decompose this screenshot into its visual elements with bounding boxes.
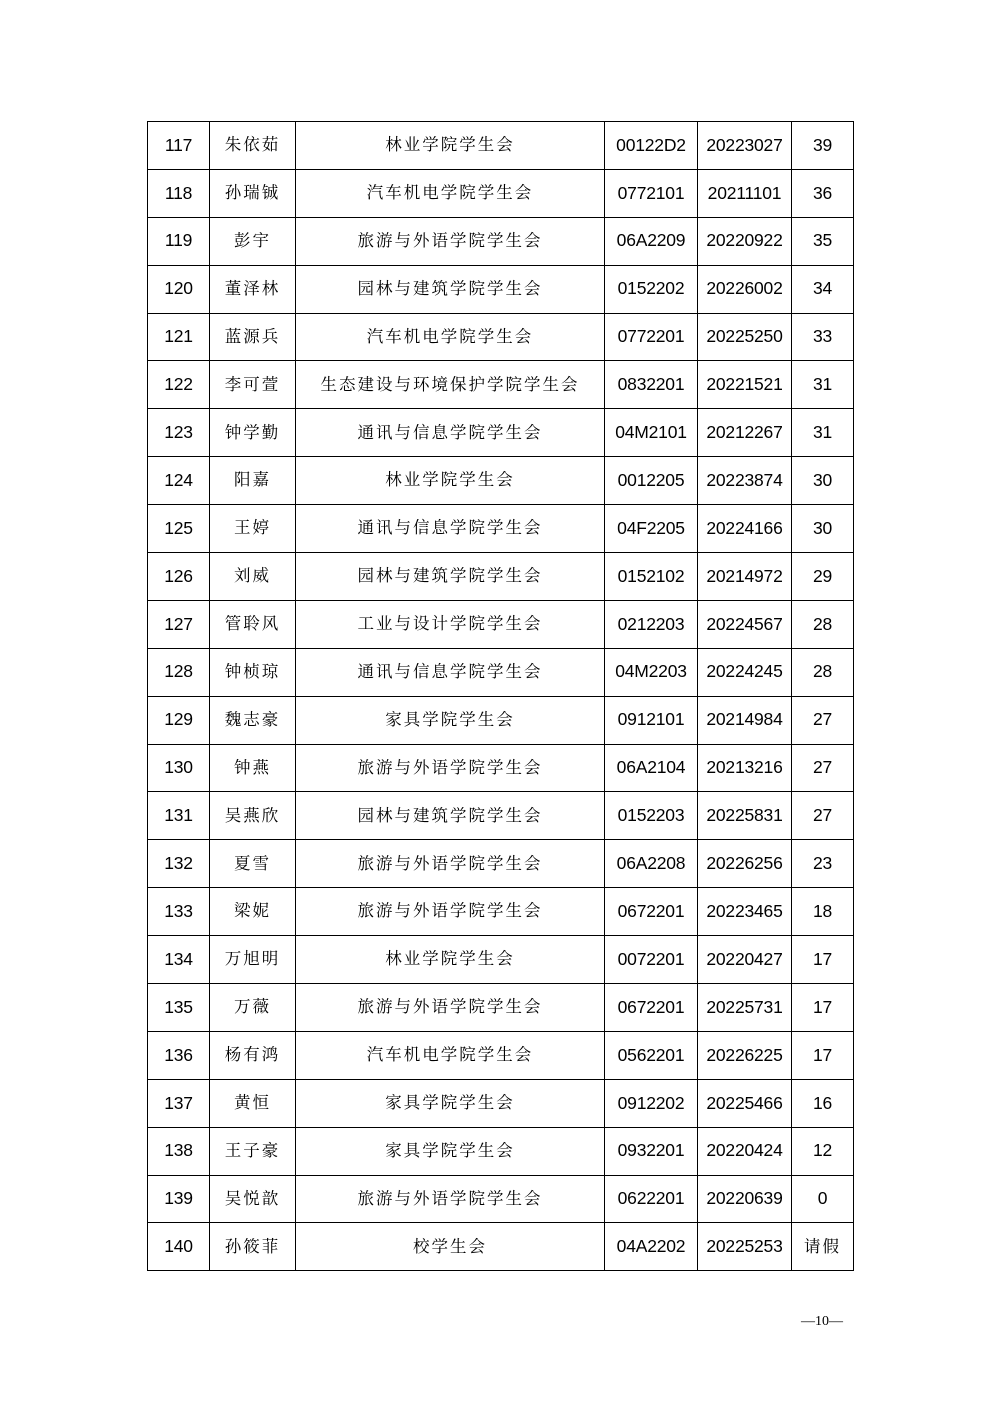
student-id-cell: 20226002 bbox=[698, 265, 792, 313]
class-code-cell: 04A2202 bbox=[605, 1223, 698, 1271]
name-cell: 梁妮 bbox=[210, 888, 296, 936]
student-id-cell: 20225466 bbox=[698, 1079, 792, 1127]
class-code-cell: 0832201 bbox=[605, 361, 698, 409]
name-cell: 阳嘉 bbox=[210, 457, 296, 505]
class-code-cell: 06A2208 bbox=[605, 840, 698, 888]
class-code-cell: 0012205 bbox=[605, 457, 698, 505]
student-id-cell: 20220922 bbox=[698, 217, 792, 265]
name-cell: 董泽林 bbox=[210, 265, 296, 313]
score-cell: 28 bbox=[792, 600, 854, 648]
row-number-cell: 138 bbox=[148, 1127, 210, 1175]
student-id-cell: 20221521 bbox=[698, 361, 792, 409]
table-row bbox=[148, 648, 854, 696]
student-id-cell: 20223465 bbox=[698, 888, 792, 936]
score-cell: 27 bbox=[792, 792, 854, 840]
name-cell: 彭宇 bbox=[210, 217, 296, 265]
name-cell: 万薇 bbox=[210, 984, 296, 1032]
class-code-cell: 0772101 bbox=[605, 169, 698, 217]
class-code-cell: 0772201 bbox=[605, 313, 698, 361]
class-code-cell: 06A2104 bbox=[605, 744, 698, 792]
table-row bbox=[148, 1223, 854, 1271]
unit-cell: 通讯与信息学院学生会 bbox=[296, 505, 605, 553]
student-id-cell: 20226225 bbox=[698, 1031, 792, 1079]
unit-cell: 工业与设计学院学生会 bbox=[296, 600, 605, 648]
student-id-cell: 20225253 bbox=[698, 1223, 792, 1271]
name-cell: 夏雪 bbox=[210, 840, 296, 888]
score-cell: 35 bbox=[792, 217, 854, 265]
student-id-cell: 20214972 bbox=[698, 553, 792, 601]
unit-cell: 家具学院学生会 bbox=[296, 696, 605, 744]
class-code-cell: 0152203 bbox=[605, 792, 698, 840]
unit-cell: 家具学院学生会 bbox=[296, 1127, 605, 1175]
name-cell: 蓝源兵 bbox=[210, 313, 296, 361]
row-number-cell: 123 bbox=[148, 409, 210, 457]
row-number-cell: 140 bbox=[148, 1223, 210, 1271]
class-code-cell: 0152202 bbox=[605, 265, 698, 313]
name-cell: 刘威 bbox=[210, 553, 296, 601]
score-cell: 27 bbox=[792, 696, 854, 744]
row-number-cell: 139 bbox=[148, 1175, 210, 1223]
unit-cell: 园林与建筑学院学生会 bbox=[296, 553, 605, 601]
unit-cell: 通讯与信息学院学生会 bbox=[296, 648, 605, 696]
table-row bbox=[148, 840, 854, 888]
score-cell: 请假 bbox=[792, 1223, 854, 1271]
name-cell: 钟学勤 bbox=[210, 409, 296, 457]
unit-cell: 汽车机电学院学生会 bbox=[296, 313, 605, 361]
row-number-cell: 129 bbox=[148, 696, 210, 744]
student-id-cell: 20223874 bbox=[698, 457, 792, 505]
name-cell: 吴燕欣 bbox=[210, 792, 296, 840]
score-cell: 31 bbox=[792, 409, 854, 457]
student-id-cell: 20220424 bbox=[698, 1127, 792, 1175]
name-cell: 孙筱菲 bbox=[210, 1223, 296, 1271]
row-number-cell: 126 bbox=[148, 553, 210, 601]
unit-cell: 家具学院学生会 bbox=[296, 1079, 605, 1127]
name-cell: 吴悦歆 bbox=[210, 1175, 296, 1223]
row-number-cell: 120 bbox=[148, 265, 210, 313]
student-id-cell: 20211101 bbox=[698, 169, 792, 217]
row-number-cell: 125 bbox=[148, 505, 210, 553]
score-cell: 30 bbox=[792, 505, 854, 553]
row-number-cell: 119 bbox=[148, 217, 210, 265]
page-number: —10— bbox=[801, 1314, 843, 1329]
table-row bbox=[148, 1175, 854, 1223]
table-row bbox=[148, 696, 854, 744]
unit-cell: 旅游与外语学院学生会 bbox=[296, 840, 605, 888]
unit-cell: 旅游与外语学院学生会 bbox=[296, 744, 605, 792]
name-cell: 朱依茹 bbox=[210, 122, 296, 170]
unit-cell: 旅游与外语学院学生会 bbox=[296, 888, 605, 936]
row-number-cell: 121 bbox=[148, 313, 210, 361]
student-id-cell: 20226256 bbox=[698, 840, 792, 888]
table-row bbox=[148, 936, 854, 984]
score-cell: 39 bbox=[792, 122, 854, 170]
class-code-cell: 0672201 bbox=[605, 984, 698, 1032]
unit-cell: 汽车机电学院学生会 bbox=[296, 169, 605, 217]
score-cell: 23 bbox=[792, 840, 854, 888]
table-row bbox=[148, 313, 854, 361]
score-cell: 36 bbox=[792, 169, 854, 217]
name-cell: 孙瑞铖 bbox=[210, 169, 296, 217]
score-cell: 28 bbox=[792, 648, 854, 696]
table-row bbox=[148, 409, 854, 457]
name-cell: 杨有鸿 bbox=[210, 1031, 296, 1079]
score-cell: 31 bbox=[792, 361, 854, 409]
score-cell: 18 bbox=[792, 888, 854, 936]
name-cell: 钟燕 bbox=[210, 744, 296, 792]
class-code-cell: 0152102 bbox=[605, 553, 698, 601]
unit-cell: 通讯与信息学院学生会 bbox=[296, 409, 605, 457]
unit-cell: 林业学院学生会 bbox=[296, 936, 605, 984]
student-id-cell: 20213216 bbox=[698, 744, 792, 792]
table-row bbox=[148, 744, 854, 792]
score-cell: 17 bbox=[792, 1031, 854, 1079]
row-number-cell: 132 bbox=[148, 840, 210, 888]
score-cell: 17 bbox=[792, 936, 854, 984]
row-number-cell: 131 bbox=[148, 792, 210, 840]
unit-cell: 林业学院学生会 bbox=[296, 457, 605, 505]
class-code-cell: 04M2203 bbox=[605, 648, 698, 696]
student-id-cell: 20214984 bbox=[698, 696, 792, 744]
table-row bbox=[148, 600, 854, 648]
class-code-cell: 0072201 bbox=[605, 936, 698, 984]
student-id-cell: 20224166 bbox=[698, 505, 792, 553]
table-row bbox=[148, 361, 854, 409]
student-id-cell: 20225250 bbox=[698, 313, 792, 361]
unit-cell: 园林与建筑学院学生会 bbox=[296, 265, 605, 313]
score-cell: 17 bbox=[792, 984, 854, 1032]
student-id-cell: 20225831 bbox=[698, 792, 792, 840]
class-code-cell: 0912202 bbox=[605, 1079, 698, 1127]
student-id-cell: 20212267 bbox=[698, 409, 792, 457]
table-row bbox=[148, 888, 854, 936]
table-row bbox=[148, 505, 854, 553]
name-cell: 王子豪 bbox=[210, 1127, 296, 1175]
class-code-cell: 04F2205 bbox=[605, 505, 698, 553]
score-cell: 33 bbox=[792, 313, 854, 361]
unit-cell: 汽车机电学院学生会 bbox=[296, 1031, 605, 1079]
student-id-cell: 20223027 bbox=[698, 122, 792, 170]
table-row bbox=[148, 1031, 854, 1079]
student-id-cell: 20225731 bbox=[698, 984, 792, 1032]
score-cell: 0 bbox=[792, 1175, 854, 1223]
row-number-cell: 133 bbox=[148, 888, 210, 936]
row-number-cell: 135 bbox=[148, 984, 210, 1032]
name-cell: 王婷 bbox=[210, 505, 296, 553]
name-cell: 李可萱 bbox=[210, 361, 296, 409]
class-code-cell: 00122D2 bbox=[605, 122, 698, 170]
roster-table bbox=[147, 121, 854, 1271]
row-number-cell: 122 bbox=[148, 361, 210, 409]
unit-cell: 旅游与外语学院学生会 bbox=[296, 984, 605, 1032]
student-id-cell: 20224245 bbox=[698, 648, 792, 696]
table-row bbox=[148, 169, 854, 217]
unit-cell: 旅游与外语学院学生会 bbox=[296, 1175, 605, 1223]
table-row bbox=[148, 217, 854, 265]
class-code-cell: 0932201 bbox=[605, 1127, 698, 1175]
table-row bbox=[148, 265, 854, 313]
class-code-cell: 0912101 bbox=[605, 696, 698, 744]
row-number-cell: 118 bbox=[148, 169, 210, 217]
unit-cell: 校学生会 bbox=[296, 1223, 605, 1271]
class-code-cell: 0562201 bbox=[605, 1031, 698, 1079]
row-number-cell: 137 bbox=[148, 1079, 210, 1127]
unit-cell: 林业学院学生会 bbox=[296, 122, 605, 170]
class-code-cell: 0622201 bbox=[605, 1175, 698, 1223]
score-cell: 30 bbox=[792, 457, 854, 505]
student-id-cell: 20224567 bbox=[698, 600, 792, 648]
unit-cell: 旅游与外语学院学生会 bbox=[296, 217, 605, 265]
table-row bbox=[148, 984, 854, 1032]
table-row bbox=[148, 457, 854, 505]
row-number-cell: 130 bbox=[148, 744, 210, 792]
table-row bbox=[148, 553, 854, 601]
row-number-cell: 124 bbox=[148, 457, 210, 505]
class-code-cell: 06A2209 bbox=[605, 217, 698, 265]
row-number-cell: 136 bbox=[148, 1031, 210, 1079]
name-cell: 万旭明 bbox=[210, 936, 296, 984]
roster-table-body bbox=[148, 122, 854, 1271]
table-row bbox=[148, 1127, 854, 1175]
row-number-cell: 127 bbox=[148, 600, 210, 648]
score-cell: 27 bbox=[792, 744, 854, 792]
row-number-cell: 117 bbox=[148, 122, 210, 170]
class-code-cell: 04M2101 bbox=[605, 409, 698, 457]
name-cell: 黄恒 bbox=[210, 1079, 296, 1127]
row-number-cell: 128 bbox=[148, 648, 210, 696]
name-cell: 管聆风 bbox=[210, 600, 296, 648]
table-row bbox=[148, 1079, 854, 1127]
class-code-cell: 0212203 bbox=[605, 600, 698, 648]
score-cell: 29 bbox=[792, 553, 854, 601]
table-row bbox=[148, 792, 854, 840]
name-cell: 钟桢琼 bbox=[210, 648, 296, 696]
unit-cell: 生态建设与环境保护学院学生会 bbox=[296, 361, 605, 409]
unit-cell: 园林与建筑学院学生会 bbox=[296, 792, 605, 840]
student-id-cell: 20220639 bbox=[698, 1175, 792, 1223]
score-cell: 34 bbox=[792, 265, 854, 313]
score-cell: 12 bbox=[792, 1127, 854, 1175]
table-row bbox=[148, 122, 854, 170]
student-id-cell: 20220427 bbox=[698, 936, 792, 984]
name-cell: 魏志豪 bbox=[210, 696, 296, 744]
class-code-cell: 0672201 bbox=[605, 888, 698, 936]
score-cell: 16 bbox=[792, 1079, 854, 1127]
row-number-cell: 134 bbox=[148, 936, 210, 984]
